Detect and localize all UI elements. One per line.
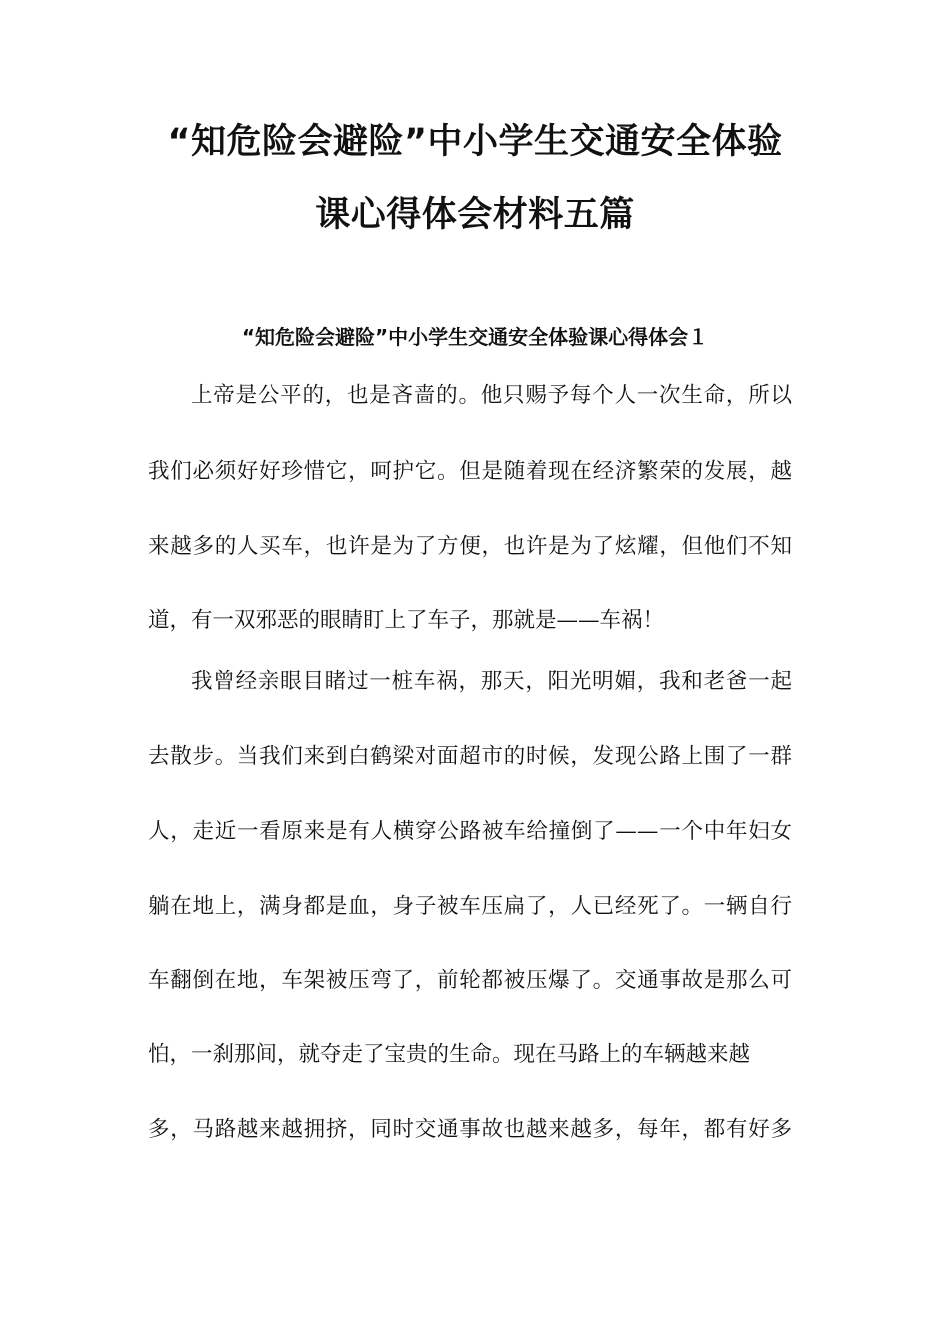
body-line: 去散步。当我们来到白鹤梁对面超市的时候，发现公路上围了一群 xyxy=(148,744,792,769)
body-line: 人，走近一看原来是有人横穿公路被车给撞倒了——一个中年妇女 xyxy=(148,819,792,844)
body-line: 上帝是公平的，也是吝啬的。他只赐予每个人一次生命，所以 xyxy=(191,383,792,408)
section-heading: “知危险会避险”中小学生交通安全体验课心得体会１ xyxy=(241,325,709,349)
body-line: 怕，一刹那间，就夺走了宝贵的生命。现在马路上的车辆越来越 xyxy=(148,1042,751,1067)
title-line-1: “知危险会避险”中小学生交通安全体验 xyxy=(167,122,783,162)
body-line: 道，有一双邪恶的眼睛盯上了车子，那就是——车祸！ xyxy=(148,608,665,633)
body-line: 车翻倒在地，车架被压弯了，前轮都被压爆了。交通事故是那么可 xyxy=(148,968,792,993)
title-line-2: 课心得体会材料五篇 xyxy=(315,195,635,235)
body-line: 我曾经亲眼目睹过一桩车祸，那天，阳光明媚，我和老爸一起 xyxy=(191,669,792,694)
body-line: 多，马路越来越拥挤，同时交通事故也越来越多，每年，都有好多 xyxy=(148,1117,792,1142)
body-line: 我们必须好好珍惜它，呵护它。但是随着现在经济繁荣的发展，越 xyxy=(148,459,792,484)
body-line: 躺在地上，满身都是血，身子被车压扁了，人已经死了。一辆自行 xyxy=(148,894,792,919)
body-line: 来越多的人买车，也许是为了方便，也许是为了炫耀，但他们不知 xyxy=(148,534,792,559)
document-title xyxy=(0,122,950,235)
